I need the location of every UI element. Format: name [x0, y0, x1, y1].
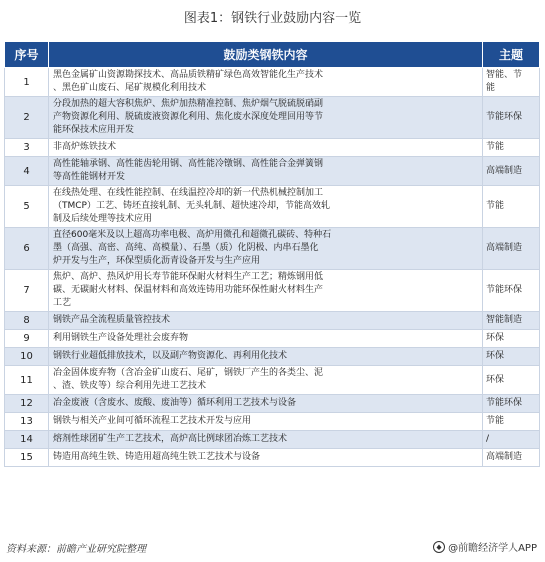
row-theme	[483, 157, 540, 186]
row-content	[49, 157, 483, 186]
content-line: 炉开发与生产，环保型质化沥青设备开发与生产应用	[53, 256, 261, 266]
table-row	[5, 366, 540, 395]
row-number: 10	[5, 348, 49, 366]
table-row	[5, 186, 540, 228]
content-line: 在线热处理、在线性能控制、在线温控冷却的新一代热机械控制加工	[53, 188, 324, 198]
table-row	[5, 348, 540, 366]
row-content	[49, 68, 483, 97]
table-row	[5, 330, 540, 348]
content-line: 分段加热的超大容积焦炉、焦炉加热精准控制、焦炉烟气脱硫脱硝副	[53, 99, 324, 109]
brand-mark	[433, 539, 537, 554]
table-header-row	[5, 42, 540, 68]
row-content	[49, 312, 483, 330]
row-content	[49, 449, 483, 467]
row-theme	[483, 312, 540, 330]
row-theme	[483, 366, 540, 395]
row-theme	[483, 330, 540, 348]
content-line: 直径600毫米及以上超高功率电极、高炉用微孔和超微孔碳砖、特种石	[53, 230, 332, 240]
row-number: 1	[5, 68, 49, 97]
content-line: 高性能轴承钢、高性能齿轮用钢、高性能冷镦钢、高性能合金弹簧钢	[53, 159, 324, 169]
incentive-table	[4, 41, 540, 467]
row-number: 6	[5, 228, 49, 270]
row-content	[49, 366, 483, 395]
row-content	[49, 348, 483, 366]
chart-title: 图表1：钢铁行业鼓励内容一览	[183, 11, 362, 26]
row-content	[49, 395, 483, 413]
table-row	[5, 449, 540, 467]
row-theme	[483, 97, 540, 139]
content-line: 工艺	[53, 298, 72, 308]
row-content	[49, 97, 483, 139]
content-line: 、渣、铁皮等）综合利用先进工艺技术	[53, 381, 207, 391]
theme-line: 节能	[486, 142, 505, 152]
theme-line: 能	[486, 83, 496, 93]
row-theme	[483, 228, 540, 270]
content-line: 碳、无碳耐火材料、保温材料和高效连铸用功能环保性耐火材料生产	[53, 285, 324, 295]
table-row	[5, 157, 540, 186]
row-number: 12	[5, 395, 49, 413]
theme-line: 智能制造	[486, 315, 523, 325]
row-theme	[483, 395, 540, 413]
source-note: 资料来源：前瞻产业研究院整理	[6, 544, 146, 555]
footer	[0, 537, 545, 557]
content-line: 、黑色矿山废石、尾矿规模化利用技术	[53, 83, 207, 93]
table-body	[5, 68, 540, 467]
row-theme	[483, 186, 540, 228]
row-theme	[483, 139, 540, 157]
row-number: 15	[5, 449, 49, 467]
row-number: 4	[5, 157, 49, 186]
theme-line: 高端制造	[486, 243, 523, 253]
theme-line: 节能环保	[486, 285, 523, 295]
table-row	[5, 97, 540, 139]
content-line: 黑色金属矿山资源勘探技术、高品质铁精矿绿色高效智能化生产技术	[53, 70, 324, 80]
content-line: 产物资源化利用、脱硫废液资源化利用、焦化废水深度处理回用等节	[53, 112, 324, 122]
content-line: 冶金废液（含废水、废酸、废油等）循环利用工艺技术与设备	[53, 398, 297, 408]
brand-text: @前瞻经济学人APP	[448, 543, 537, 554]
row-content	[49, 186, 483, 228]
row-content	[49, 228, 483, 270]
row-number: 8	[5, 312, 49, 330]
row-theme	[483, 449, 540, 467]
theme-line: 节能环保	[486, 112, 523, 122]
row-number: 11	[5, 366, 49, 395]
header-no: 序号	[5, 42, 49, 68]
theme-line: 高端制造	[486, 452, 523, 462]
row-number: 3	[5, 139, 49, 157]
table-row	[5, 431, 540, 449]
content-line: 铸造用高纯生铁、铸造用超高纯生铁工艺技术与设备	[53, 452, 261, 462]
theme-line: 节能环保	[486, 398, 523, 408]
content-line: 墨（高强、高密、高纯、高模量）、石墨（质）化阴极、内串石墨化	[53, 243, 319, 253]
table-row	[5, 270, 540, 312]
table-row	[5, 395, 540, 413]
qianzhan-logo-icon	[433, 541, 445, 553]
row-theme	[483, 431, 540, 449]
content-line: 钢铁行业超低排放技术，以及副产物资源化、再利用化技术	[53, 351, 288, 361]
row-number: 14	[5, 431, 49, 449]
theme-line: 智能、节	[486, 70, 523, 80]
row-theme	[483, 270, 540, 312]
row-theme	[483, 348, 540, 366]
content-line: 冶金固体废弃物（含冶金矿山废石、尾矿，钢铁厂产生的各类尘、泥	[53, 368, 324, 378]
row-content	[49, 270, 483, 312]
table-row	[5, 312, 540, 330]
content-line: 焦炉、高炉、热风炉用长寿节能环保耐火材料生产工艺；精炼钢用低	[53, 272, 324, 282]
row-theme	[483, 413, 540, 431]
theme-line: 环保	[486, 351, 505, 361]
table-row	[5, 68, 540, 97]
theme-line: 高端制造	[486, 165, 523, 176]
row-number: 5	[5, 186, 49, 228]
table-row	[5, 139, 540, 157]
theme-line: 环保	[486, 333, 505, 343]
table-row	[5, 413, 540, 431]
content-line: 能环保技术应用开发	[53, 125, 135, 135]
row-number: 13	[5, 413, 49, 431]
content-line: 钢铁产品全流程质量管控技术	[53, 315, 171, 325]
content-line: 钢铁与相关产业间可循环流程工艺技术开发与应用	[53, 416, 252, 426]
content-line: 非高炉炼铁技术	[53, 142, 117, 152]
theme-line: 节能	[486, 416, 505, 426]
theme-line: 节能	[486, 201, 505, 211]
content-line: 制及后续处理等技术应用	[53, 214, 153, 224]
content-line: （TMCP）工艺、铸坯直接轧制、无头轧制、超快速冷却，节能高效轧	[53, 201, 330, 211]
content-line: 等高性能钢材开发	[53, 172, 126, 182]
theme-line: 环保	[486, 374, 505, 385]
content-line: 熔剂性球团矿生产工艺技术，高炉高比例球团冶炼工艺技术	[53, 434, 288, 444]
row-content	[49, 139, 483, 157]
header-content: 鼓励类钢铁内容	[49, 42, 483, 68]
content-line: 利用钢铁生产设备处理社会废弃物	[53, 333, 189, 343]
table-row	[5, 228, 540, 270]
row-content	[49, 413, 483, 431]
row-number: 2	[5, 97, 49, 139]
row-theme	[483, 68, 540, 97]
row-number: 9	[5, 330, 49, 348]
row-content	[49, 330, 483, 348]
row-content	[49, 431, 483, 449]
header-theme: 主题	[483, 42, 540, 68]
theme-line: /	[486, 434, 490, 444]
row-number: 7	[5, 270, 49, 312]
